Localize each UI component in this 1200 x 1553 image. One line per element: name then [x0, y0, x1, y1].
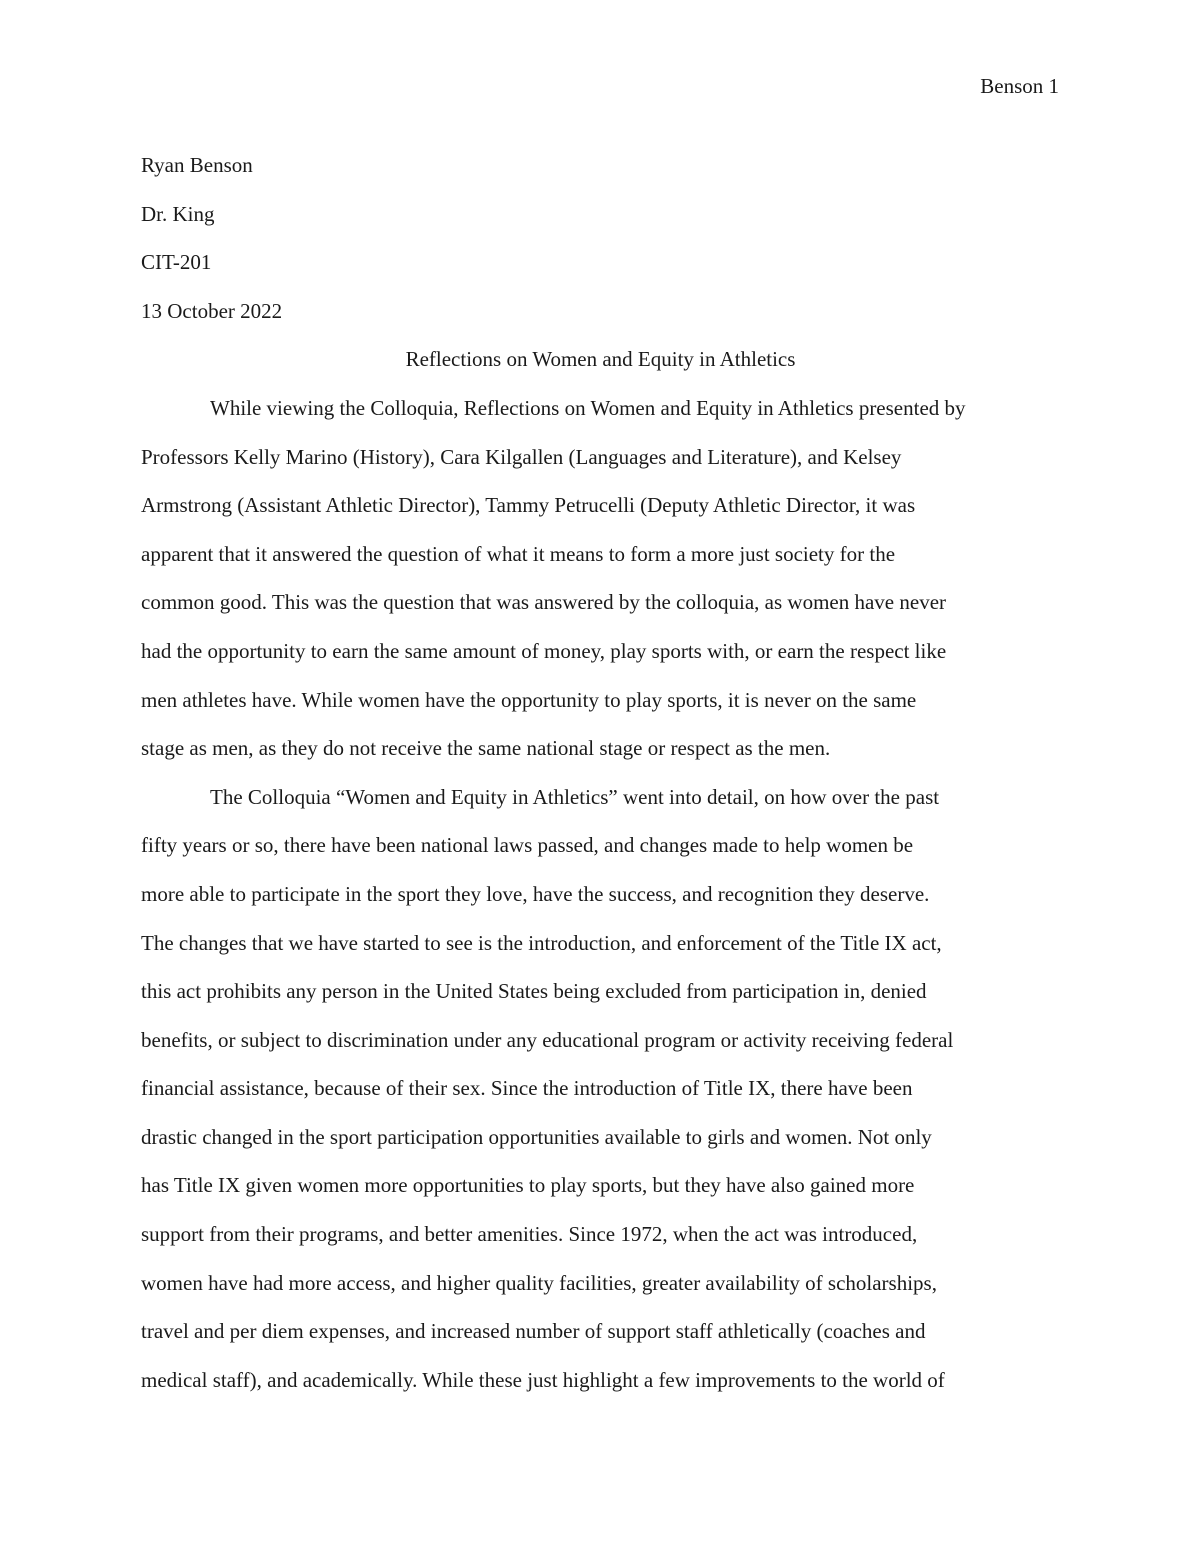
document-title: Reflections on Women and Equity in Athletics [405, 347, 796, 372]
document-body [141, 141, 1060, 1404]
paragraph-line: women have had more access, and higher quality facilities, greater availability of scholarships, [141, 1270, 937, 1295]
paragraph-line: Professors Kelly Marino (History), Cara Kilgallen (Languages and Literature), and Kelsey [141, 444, 902, 469]
paragraph-line: apparent that it answered the question of what it means to form a more just society for the [141, 541, 896, 566]
paragraph-line: support from their programs, and better amenities. Since 1972, when the act was introduced, [141, 1222, 918, 1247]
running-head: Benson 1 [980, 74, 1059, 98]
paragraph-line: stage as men, as they do not receive the same national stage or respect as the men. [141, 736, 831, 761]
paragraph-line: fifty years or so, there have been national laws passed, and changes made to help women be [141, 833, 914, 858]
paragraph-line: travel and per diem expenses, and increased number of support staff athletically (coaches and [141, 1319, 926, 1344]
paragraph-line: medical staff), and academically. While these just highlight a few improvements to the world of [141, 1367, 945, 1392]
paragraph-line: benefits, or subject to discrimination under any educational program or activity receiving federal [141, 1027, 954, 1052]
student-name: Ryan Benson [141, 153, 253, 177]
paragraph-line: The changes that we have started to see is the introduction, and enforcement of the Title IX act, [141, 930, 942, 955]
paragraph-line: had the opportunity to earn the same amount of money, play sports with, or earn the respect like [141, 638, 947, 663]
paragraph-line: While viewing the Colloquia, Reflections on Women and Equity in Athletics presented by [210, 395, 966, 420]
paragraph-line: this act prohibits any person in the United States being excluded from participation in, denied [141, 979, 927, 1004]
paragraph-line: has Title IX given women more opportunities to play sports, but they have also gained more [141, 1173, 915, 1198]
paragraph-line: The Colloquia “Women and Equity in Athletics” went into detail, on how over the past [210, 784, 940, 809]
instructor-name: Dr. King [141, 201, 215, 226]
paragraph-line: men athletes have. While women have the opportunity to play sports, it is never on the same [141, 687, 917, 712]
paragraph-line: financial assistance, because of their sex. Since the introduction of Title IX, there have been [141, 1076, 913, 1101]
course-code: CIT-201 [141, 250, 212, 275]
document-date: 13 October 2022 [141, 298, 283, 323]
paragraph-line: drastic changed in the sport participation opportunities available to girls and women. Not only [141, 1124, 932, 1149]
paragraph-line: common good. This was the question that was answered by the colloquia, as women have never [141, 590, 947, 615]
paragraph-line: more able to participate in the sport they love, have the success, and recognition they deserve. [141, 881, 930, 906]
paragraph-line: Armstrong (Assistant Athletic Director), Tammy Petrucelli (Deputy Athletic Director, it was [141, 493, 916, 518]
